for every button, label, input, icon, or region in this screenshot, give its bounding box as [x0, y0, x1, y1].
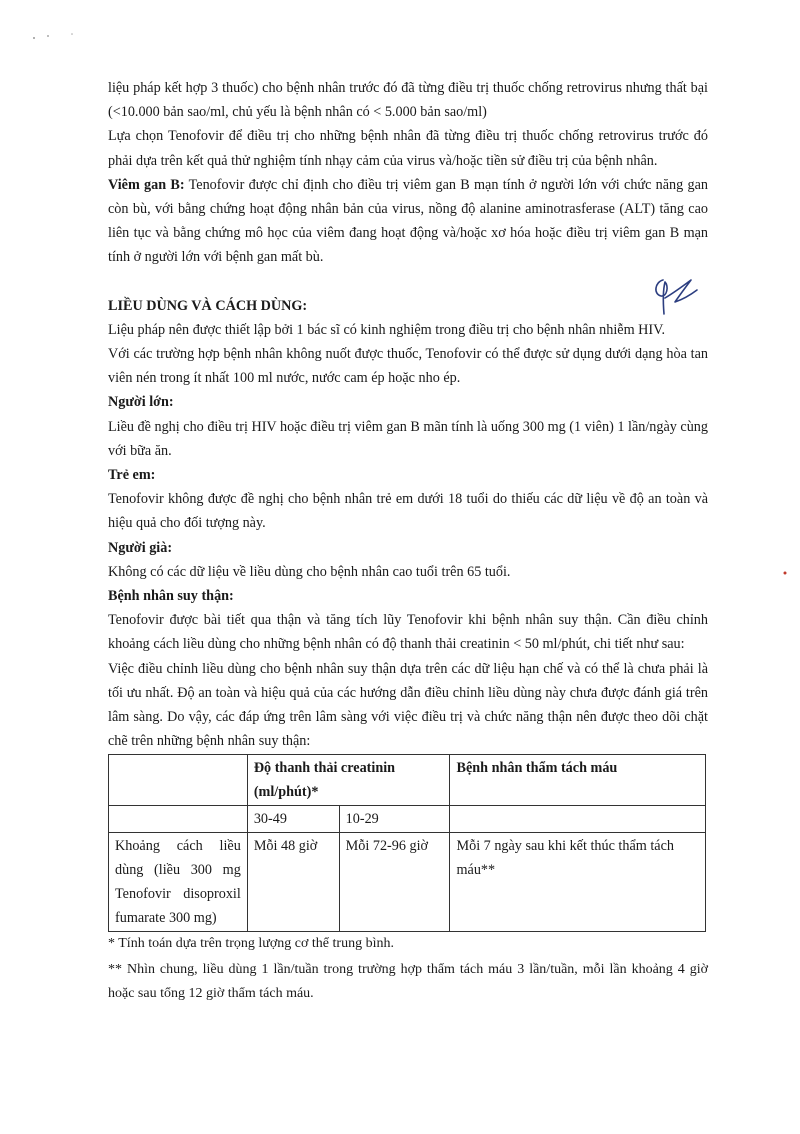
renal-title: Bệnh nhân suy thận: — [108, 588, 234, 605]
selection-paragraph: Lựa chọn Tenofovir để điều trị cho những bệnh nhân đã từng điều trị thuốc chống retrovirus trước đó phải dựa trên kết quả thử nghiệm tính nhạy cảm của virus và/hoặc tiền sử điều trị của bệnh nhân. — [108, 128, 708, 169]
adults-title: Người lớn: — [108, 394, 174, 411]
intro-paragraph: liệu pháp kết hợp 3 thuốc) cho bệnh nhân trước đó đã từng điều trị thuốc chống retrovirus nhưng thất bại (<10.000 bản sao/ml, chủ yếu là bệnh nhân có < 5.000 bản sao/ml) — [108, 80, 708, 121]
hepatitis-paragraph — [108, 173, 708, 270]
renal-text-1: Tenofovir được bài tiết qua thận và tăng tích lũy Tenofovir khi bệnh nhân suy thận. Cần điều chỉnh khoảng cách liều dùng cho những bệnh nhân có độ thanh thải creatinin < 50 ml/phút, chi tiết như sau: — [108, 612, 708, 653]
dose-interval-label: Khoảng cách liều dùng (liều 300 mg Tenofovir disoproxil fumarate 300 mg) — [109, 833, 248, 932]
footnote-2: ** Nhìn chung, liều dùng 1 lần/tuần trong trường hợp thẩm tách máu 3 lần/tuần, mỗi lần khoảng 4 giờ hoặc sau tổng 12 giờ thẩm tách máu. — [108, 962, 708, 1002]
dose-value-72-96h: Mỗi 72-96 giờ — [339, 833, 450, 932]
elderly-title: Người già: — [108, 539, 173, 556]
dialysis-header: Bệnh nhân thẩm tách máu — [450, 755, 706, 806]
scan-speck — [780, 568, 790, 578]
hepatitis-label: Viêm gan B: — [108, 176, 185, 193]
dosage-dissolve: Với các trường hợp bệnh nhân không nuốt được thuốc, Tenofovir có thể được sử dụng dưới dạng hòa tan viên nén trong ít nhất 100 ml nước, nước cam ép hoặc nho ép. — [108, 346, 708, 387]
adults-text: Liều đề nghị cho điều trị HIV hoặc điều trị viêm gan B mãn tính là uống 300 mg (1 viên) 1 lần/ngày cùng với bữa ăn. — [108, 418, 708, 459]
dosage-intro: Liệu pháp nên được thiết lập bởi 1 bác sĩ có kinh nghiệm trong điều trị cho bệnh nhân nhiễm HIV. — [108, 321, 666, 338]
dose-value-dialysis: Mỗi 7 ngày sau khi kết thúc thẩm tách máu** — [450, 833, 706, 932]
creatinin-header: Độ thanh thải creatinin (ml/phút)* — [247, 755, 450, 806]
table-range-row — [109, 806, 706, 833]
table-row — [109, 833, 706, 932]
renal-text-2: Việc điều chỉnh liều dùng cho bệnh nhân suy thận dựa trên các dữ liệu hạn chế và có thể là chưa phải là tối ưu nhất. Độ an toàn và hiệu quả của các hướng dẫn điều chỉnh liều dùng này chưa được đánh giá trên lâm sàng. Do vậy, các đáp ứng trên lâm sàng với việc điều trị và chức năng thận nên được theo dõi chặt chẽ trên những bệnh nhân suy thận: — [108, 660, 708, 750]
hepatitis-text: Tenofovir được chỉ định cho điều trị viêm gan B mạn tính ở người lớn với chức năng gan còn bù, với bằng chứng hoạt động nhân bản của virus, nồng độ alanine aminotrasferase (ALT) tăng cao liên tục và bằng chứng mô học của viêm đang hoạt động và/hoặc xơ hóa hoặc điều trị viêm gan B mạn tính ở người lớn với bệnh gan mất bù. — [108, 176, 709, 266]
document-page — [108, 76, 708, 1006]
renal-dose-table — [108, 754, 706, 932]
table-corner-cell — [109, 755, 248, 806]
dosage-heading: LIỀU DÙNG VÀ CÁCH DÙNG: — [108, 297, 308, 314]
children-title: Trẻ em: — [108, 467, 156, 484]
range-cell-30-49: 30-49 — [247, 806, 339, 833]
dose-value-48h: Mỗi 48 giờ — [247, 833, 339, 932]
range-cell-10-29: 10-29 — [339, 806, 450, 833]
table-header-row — [109, 755, 706, 806]
footnote-1: * Tính toán dựa trên trọng lượng cơ thể trung bình. — [108, 936, 394, 952]
elderly-text: Không có các dữ liệu về liều dùng cho bệnh nhân cao tuổi trên 65 tuổi. — [108, 563, 511, 580]
scan-speck — [30, 30, 80, 44]
children-text: Tenofovir không được đề nghị cho bệnh nhân trẻ em dưới 18 tuổi do thiếu các dữ liệu về độ an toàn và hiệu quả cho đối tượng này. — [108, 491, 708, 532]
